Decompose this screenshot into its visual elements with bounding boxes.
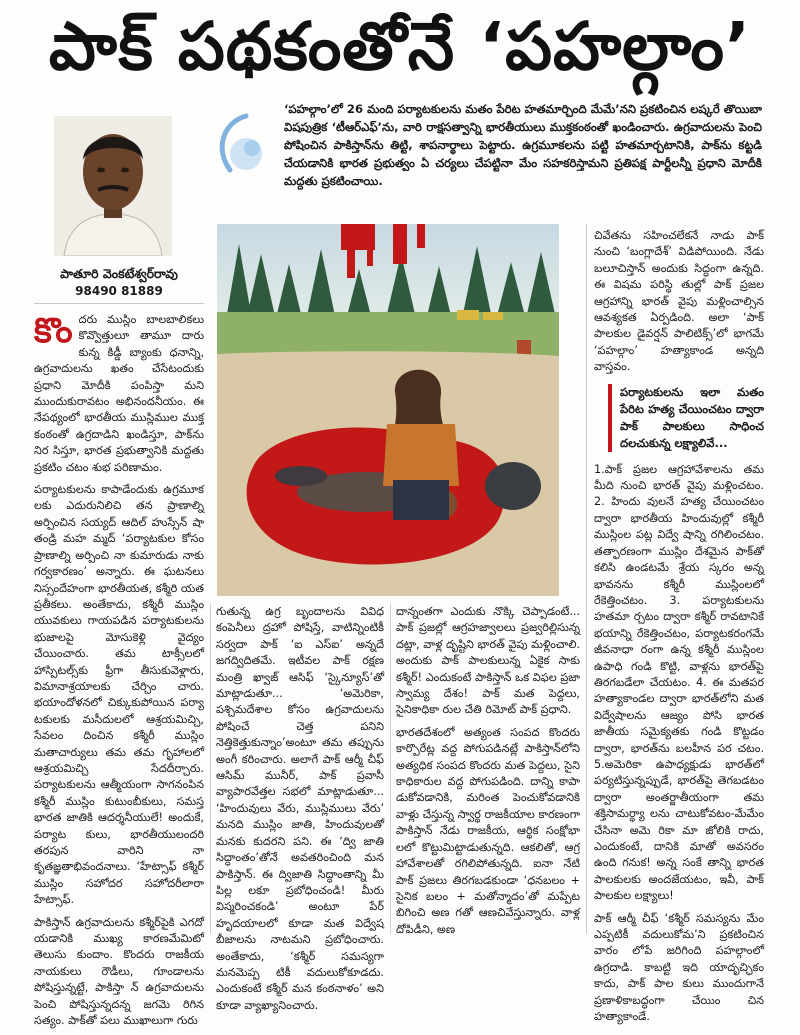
author-photo <box>54 116 172 256</box>
illustration <box>217 224 559 596</box>
pull-quote: పర్యాటకులను ఇలా మతం పేరిట హత్య చేయించటం ద్వారా పాక్ పాలకులు సాధించ దలచుకున్న లక్ష్యాలివే... <box>608 384 764 452</box>
column-divider <box>210 604 211 934</box>
intro-paragraph: ‘పహల్గాం’లో 26 మంది పర్యాటకులను మతం పేరిట హతమార్చింది మేమే’నని ప్రకటించిన లష్కరే తొయిబా విషపుత్రిక ‘టీఆర్‌ఎఫ్’ను, వారి రాక్షసత్వాన్ని భారతీయులు ముక్తకంఠంతో ఖండించారు. ఉగ్రవాదులను పెంచి పోషించిన పాకిస్తాన్‌ను తిట్టి, శాపనార్థాలు పెట్టారు. ఉగ్రమూకలను పట్టి హతమార్చటానికి, పాక్‌ను కట్టడి చేయడానికి భారత ప్రభుత్వం ఏ చర్యలు చేపట్టినా మేం సహకరిస్తామని ప్రతిపక్ష పార్టీలన్నీ ప్రధాని మోదీకి మద్దతు ప్రకటించాయి. <box>284 102 762 188</box>
col4-paragraph: 1.పాక్ ప్రజల ఆగ్రహావేశాలను తమ మీది నుంచి భారత్ వైపు మళ్లించటం. 2. హిందు వులనే హత్య చేయించటం ద్వారా భారతీయ హిందువుల్లో కశ్మీరీ ముస్లింల పట్ల విద్వే షాన్ని రగిలించటం. తత్ఫారణంగా ముస్లిం దేశమైన పాక్‌తో కలిసి ఉండటమే శ్రేయ స్కరం అన్న భావనను కశ్మీరీ ముస్లింలలో రేకెత్తించటం. 3. పర్యాటకులను హతమా ర్చటం ద్వారా కశ్మీర్ రావటానికే భయాన్ని రేకెత్తించటం, పర్యాటకరంగమే జీవనాధా రంగా ఉన్న కశ్మీరీ ముస్లింల ఉపాధి గండి కొట్టి, వాళ్లను భారత్‌పై తిరగబడేలా చేయటం. 4. ఈ మతపర హత్యాకాండల ద్వారా భారత్‌లోని మత విద్వేషాలను ఆజ్యం పోసి భారత జాతీయ సమైక్యతకు గండి కొట్టడం ద్వారా, భారత్‌ను బలహీన పర చటం. 5.అమెరికా ఉపాధ్యక్షుడు భారత్‌లో పర్యటిస్తున్నప్పుడే, భారత్‌పై తెగబడటం ద్వారా అంతర్జాతీయంగా తమ శక్తిసామర్థ్యా లను చాటుకోవటం-మేమేం చేసినా అమె రికా మా జోలికి రాదు, ఎందుకంటే, దానికి మాతో అవసరం ఉంది గనుక! అన్న సంకే తాన్ని భారత పాలకులకు అందజేయటం, ఇవీ, పాక్ పాలకుల లక్ష్యాలు! <box>594 462 764 903</box>
column-divider <box>390 604 391 934</box>
col1-paragraph: పర్యాటకులను కాపాడేందుకు ఉగ్రమూక లకు ఎదురునిలిచి తన ప్రాణాల్ని అర్పించిన సయ్యద్ ఆదిల్ హుస్సేన్ షా తండ్రి మహ మ్మద్ ‘పర్యాటకుల కోసం ప్రాణాల్ని అర్పించి నా కుమారుడు నాకు గర్వకారణం’ అన్నారు. ఈ ఘటనలు నిస్సందేహంగా భారతీయత, కశ్మీరి యత ప్రతీకలు. అంతేకాదు, కశ్మీరీ ముస్లిం యువకులు గాయపడిన పర్యాటకులను భుజాలపై మోసుకెళ్లి వైద్యం చేయించారు. తమ టాక్సీలలో హాస్పిటల్స్‌కు ఫ్రీగా తీసుకువెళ్లారు, విమానాశ్రయాలకు చేర్చిం చారు. భయాందోళనలో చిక్కుకుపోయిన పర్యా టకులకు మసీదులలో ఆశ్రయమిచ్చి, సేవలం దించిన కశ్మీరీ ముస్లిం మతాచార్యులు తమ తమ గృహాలలో ఆశ్రయమిచ్చి సేదదీర్చారు. పర్యాటకులను ఆత్మీయంగా సాగనంపిన కశ్మీరీ ముస్లిం కుటుంబీకులు, సమస్త భారత జాతికి ఆదర్శనీయులే! అందుకే, పర్యాట కులు, భారతీయులందరి తరపున వారిని నా కృతజ్ఞతాభివందనాలు. ‘హేట్సాఫ్ కశ్మీర్ ముస్లిం సహోదర సహోదరీలారా హేట్సాఫ్. <box>34 483 204 907</box>
article-column-4 <box>594 228 764 1031</box>
col2-paragraph: గుతున్న ఉగ్ర బృందాలను వివిధ కంపెనీలు ద్రహో పోషిస్తే, వాటిన్నింటికీ సర్వదా పాక్ ‘ఐ ఎస్ఐ’ అన్నదే జగద్విదితమే. ఇటీవల పాక్ రక్షణ మంత్రి ఖ్వాజ్ ఆసిఫ్ ‘స్కైన్యూస్’తో మాట్లాడుతూ... ‘అమెరికా, పశ్చిమదేశాల కోసం ఉగ్రవాదులను పోషించే చెత్త పనిని నెత్తికెత్తుకున్నాం’అంటూ తమ తప్పును అంగీ కరించారు. అలాగే పాక్ ఆర్మీ చీఫ్ ఆసిమ్ మునీర్, పాక్ ప్రవాసీ వ్యాపారవేత్తల సభలో మాట్లాడుతూ... ‘హిందువులు వేరు, ముస్లిములు వేరు’ మనది ముస్లిం జాతి, హిందువులతో మనకు కుదరని పని. ఈ ‘ద్వి జాతి సిద్ధాంతం’తోనే అవతరించింది మన పాకిస్తాన్. ఈ ద్విజాతి సిద్ధాంతాన్ని మీ పిల్ల లకూ ప్రబోధించండి! మీరు విస్మరించకండి’ అంటూ పేర్ హృదయాలలో కూడా మత విద్వేష బీజాలను నాటమని ప్రబోధించారు. అంతేకాదు, ‘కశ్మీర్ సమస్యగా మనమెప్ప టికీ వదులుకోకూడదు. ఎందుకంటే కశ్మీర్ మన కంఠనాళం’ అని కూడా వ్యాఖ్యానించారు. <box>216 605 384 1012</box>
col3-paragraph: భారతదేశంలో అత్యంత సంపద కొందరు కార్పొరేట్ల వద్ద పోగుపడినట్లే పాకిస్తాన్‌లోని అత్యధిక సంపద కొందరు మత పెద్దలు, సైని కాధికారుల వద్ద పోగుపడింది. దాన్ని కాపా డుకోవడానికి, మరింత పెంచుకోవడానికి వాళ్లు చేస్తున్న స్వార్థ రాజకీయాల కారణంగా పాకిస్తాన్ నేడు రాజకీయ, ఆర్థిక సంక్షోభా లలో కొట్టుమిట్టాడుతున్నది. ఆకలితో, ఆగ్ర హావేశాలతో రగిలిపోతున్నది. ఐనా నేటి పాక్ ప్రజలు తిరగబడకుండా ‘ధనబలం + సైనిక బలం + మతోన్మాదం’తో మప్పేట బిగించి అణ గతో ఆణచివేస్తున్నారు. వాళ్ల దోపిడీని, అణ <box>396 725 580 936</box>
col1-paragraph: దరు ముస్లిం బాలబాలికలు కొవ్వొత్తులూ తామూ దారు కున్న కిడ్డీ బ్యాంకు ధనాన్ని, ఉగ్రవాదులను ఖతం చేసేటందుకు ప్రధాని మోదీకి పంపిస్తా మని ముందుకురావటం అభినందనీయం. ఈ నేపథ్యంలో భారతీయ ముస్లిముల ముక్త కంఠంతో ఉగ్రదాడిని ఖండిస్తూ, పాక్‌ను నిర సిస్తూ, భారత ప్రభుత్వానికి మద్దతు ప్రకటిం చటం శుభ పరిణామం. <box>34 313 204 474</box>
col4-paragraph: చివేతను సహించలేకనే నాడు పాక్ నుంచి ‘బంగ్లాదేశ్’ విడిపోయింది. నేడు బలూచిస్తాన్ అందుకు సిద్ధంగా ఉన్నది. ఈ విషమ పరిస్థి తుల్లో పాక్ ప్రజల ఆగ్రహాన్ని భారత్ వైపు మళ్లించాల్సిన ఆవశ్యకత ఏర్పడింది. అలా ‘పాక్ పాలకుల డైవర్షన్ పాలిటిక్స్’లో భాగమే ‘పహల్గాం’ హత్యాకాండ అన్నది వాస్తవం. <box>594 229 764 374</box>
decorative-swirl-icon <box>206 108 270 188</box>
drop-cap: కొం <box>34 311 73 351</box>
col3-paragraph: దాన్నంతగా ఎందుకు నొక్కి చెప్పాడంటే... పాక్ ప్రజల్లో ఆగ్రహజ్వాలలు ప్రజ్వరిల్లిసున్న దట్లా, వాళ్ల దృష్టిని భారత్ వైపు మళ్లించాలి. అందుకు పాక్ పాలకులున్న ఏకైక సాకు కశ్మీర్! ఎందుకంటే పాకిస్తాన్ ఒక విఫల ప్రజా స్వామ్య దేశం! పాక్ మత పెద్దలు, సైనికాధికా రుల చేతి రిమోట్ పాక్ ప్రధాని. <box>396 605 580 717</box>
col4-paragraph: పాక్ ఆర్మీ చీఫ్ ‘కశ్మీర్ సమస్యను మేం ఎప్పటికీ వదులుకోమ’ని ప్రకటించిన వారం లోపే జరిగింది పహల్గాంలో ఉగ్రదాడి. కాబట్టి ఇది యాదృచ్ఛికం కాదు, పాక్ పాల కులు ముందుగానే ప్రణాళికాబద్ధంగా చేయిం చిన హత్యాకాండే. <box>594 911 764 1024</box>
column-divider <box>586 224 587 934</box>
col1-paragraph: పాకిస్తాన్ ఉగ్రవాదులను కశ్మీర్‌పైకి ఎగదో యడానికి ముఖ్య కారణమేమిటో తెలుసు కుందాం. కొందరు రాజకీయ నాయకులు రౌడీలు, గూండాలను పోషిస్తున్నట్టే, పాకిస్తా న్ ఉగ్రవాదులను పెంచి పోషిస్తున్నదన్న జగమె రిగిన సత్యం. పాక్‌తో పలు ముఖాలుగా గురు <box>34 915 204 1028</box>
article-column-3 <box>396 604 580 944</box>
article-column-2 <box>216 604 384 1020</box>
author-phone: 98490 81889 <box>75 284 163 298</box>
article-column-1 <box>34 312 204 1035</box>
author-name: పాతూరి వెంకటేశ్వర్‌రావు <box>60 266 178 281</box>
byline-divider <box>34 303 204 304</box>
headline: పాక్ పథకంతోనే ‘పహల్గాం’ <box>48 8 752 85</box>
